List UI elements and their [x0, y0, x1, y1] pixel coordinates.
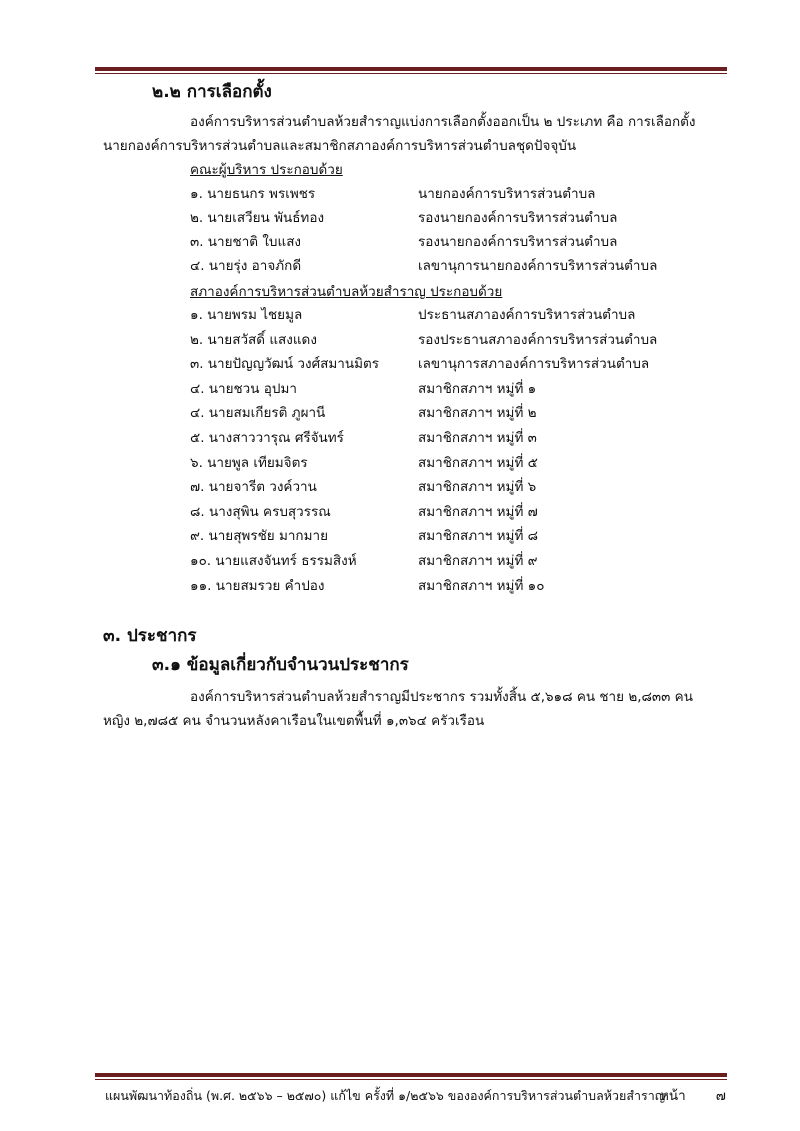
section-3-1-paragraph-line-1: องค์การบริหารส่วนตำบลห้วยสำราญมีประชากร รวมทั้งสิ้น ๕,๖๑๘ คน ชาย ๒,๘๓๓ คน [190, 689, 693, 705]
council-member-row-name: ๔. นายชวน อุปมา [190, 380, 297, 397]
section-2-2-paragraph-line-1: องค์การบริหารส่วนตำบลห้วยสำราญแบ่งการเลือกตั้งออกเป็น ๒ ประเภท คือ การเลือกตั้ง [190, 114, 696, 130]
council-member-row-role: สมาชิกสภาฯ หมู่ที่ ๑๐ [418, 577, 545, 594]
council-member-row-name: ๙. นายสุพรชัย มากมาย [190, 528, 328, 545]
footer-rule-thick [95, 1073, 727, 1077]
section-2-2-paragraph-line-2: นายกองค์การบริหารส่วนตำบลและสมาชิกสภาองค์การบริหารส่วนตำบลชุดปัจจุบัน [103, 138, 577, 154]
council-member-row-role: สมาชิกสภาฯ หมู่ที่ ๕ [418, 454, 538, 471]
council-member-row-role: สมาชิกสภาฯ หมู่ที่ ๘ [418, 528, 539, 545]
council-member-row-role: สมาชิกสภาฯ หมู่ที่ ๒ [418, 405, 537, 422]
executive-row-role: นายกองค์การบริหารส่วนตำบล [418, 186, 596, 202]
footer-rule-thin [95, 1079, 727, 1080]
council-member-row-name: ๑๐. นายแสงจันทร์ ธรรมสิงห์ [190, 553, 357, 569]
council-member-row-role: สมาชิกสภาฯ หมู่ที่ ๖ [418, 479, 537, 496]
footer-page-label: หน้า [660, 1088, 686, 1104]
council-member-row-name: ๔. นายสมเกียรติ ภูผานี [190, 405, 326, 422]
council-member-row-name: ๕. นางสาววารุณ ศรีจันทร์ [190, 430, 344, 446]
executives-heading: คณะผู้บริหาร ประกอบด้วย [190, 162, 343, 178]
council-member-row-name: ๑. นายพรม ไชยมูล [190, 307, 303, 323]
council-member-row-name: ๘. นางสุพิน ครบสุวรรณ [190, 503, 331, 520]
footer-text: แผนพัฒนาท้องถิ่น (พ.ศ. ๒๕๖๖ – ๒๕๗๐) แก้ไข ครั้งที่ ๑/๒๕๖๖ ขององค์การบริหารส่วนตำบลห้วยสำราญ [105, 1088, 666, 1103]
executive-row-name: ๓. นายชาติ ใบแสง [190, 234, 302, 250]
header-rule-thick [95, 67, 727, 71]
council-member-row-role: ประธานสภาองค์การบริหารส่วนตำบล [418, 307, 636, 323]
council-member-row-name: ๗. นายจารีต วงค์วาน [190, 479, 317, 496]
council-member-row-role: สมาชิกสภาฯ หมู่ที่ ๑ [418, 380, 537, 397]
section-3-1-heading: ๓.๑ ข้อมูลเกี่ยวกับจำนวนประชากร [152, 655, 409, 675]
executive-row-role: รองนายกองค์การบริหารส่วนตำบล [418, 210, 618, 226]
council-member-row-name: ๒. นายสวัสดิ์ แสงแดง [190, 331, 317, 348]
council-member-row-role: สมาชิกสภาฯ หมู่ที่ ๗ [418, 503, 538, 520]
council-member-row-role: สมาชิกสภาฯ หมู่ที่ ๓ [418, 430, 537, 446]
section-2-2-heading: ๒.๒ การเลือกตั้ง [152, 82, 272, 102]
council-member-row-name: ๖. นายพูล เทียมจิตร [190, 454, 308, 471]
council-heading: สภาองค์การบริหารส่วนตำบลห้วยสำราญ ประกอบด้วย [190, 284, 503, 300]
executive-row-name: ๔. นายรุ่ง อาจภักดี [190, 258, 302, 274]
executive-row-name: ๒. นายเสวียน พันธ์ทอง [190, 210, 325, 226]
council-member-row-role: รองประธานสภาองค์การบริหารส่วนตำบล [418, 331, 658, 348]
section-3-heading: ๓. ประชากร [103, 626, 197, 646]
council-member-row-name: ๑๑. นายสมรวย คำปอง [190, 577, 325, 594]
section-3-1-paragraph-line-2: หญิง ๒,๗๘๕ คน จำนวนหลังคาเรือนในเขตพื้นที่ ๑,๓๖๔ ครัวเรือน [103, 713, 485, 729]
executive-row-name: ๑. นายธนกร พรเพชร [190, 186, 316, 202]
council-member-row-name: ๓. นายปัญญวัฒน์ วงศ์สมานมิตร [190, 356, 380, 373]
footer-page [660, 1084, 726, 1106]
header-rule-thin [95, 73, 727, 74]
executive-row-role: เลขานุการนายกองค์การบริหารส่วนตำบล [418, 258, 658, 274]
footer-page-number: ๗ [715, 1088, 726, 1104]
council-member-row-role: สมาชิกสภาฯ หมู่ที่ ๙ [418, 553, 538, 569]
executive-row-role: รองนายกองค์การบริหารส่วนตำบล [418, 234, 618, 250]
council-member-row-role: เลขานุการสภาองค์การบริหารส่วนตำบล [418, 356, 650, 373]
